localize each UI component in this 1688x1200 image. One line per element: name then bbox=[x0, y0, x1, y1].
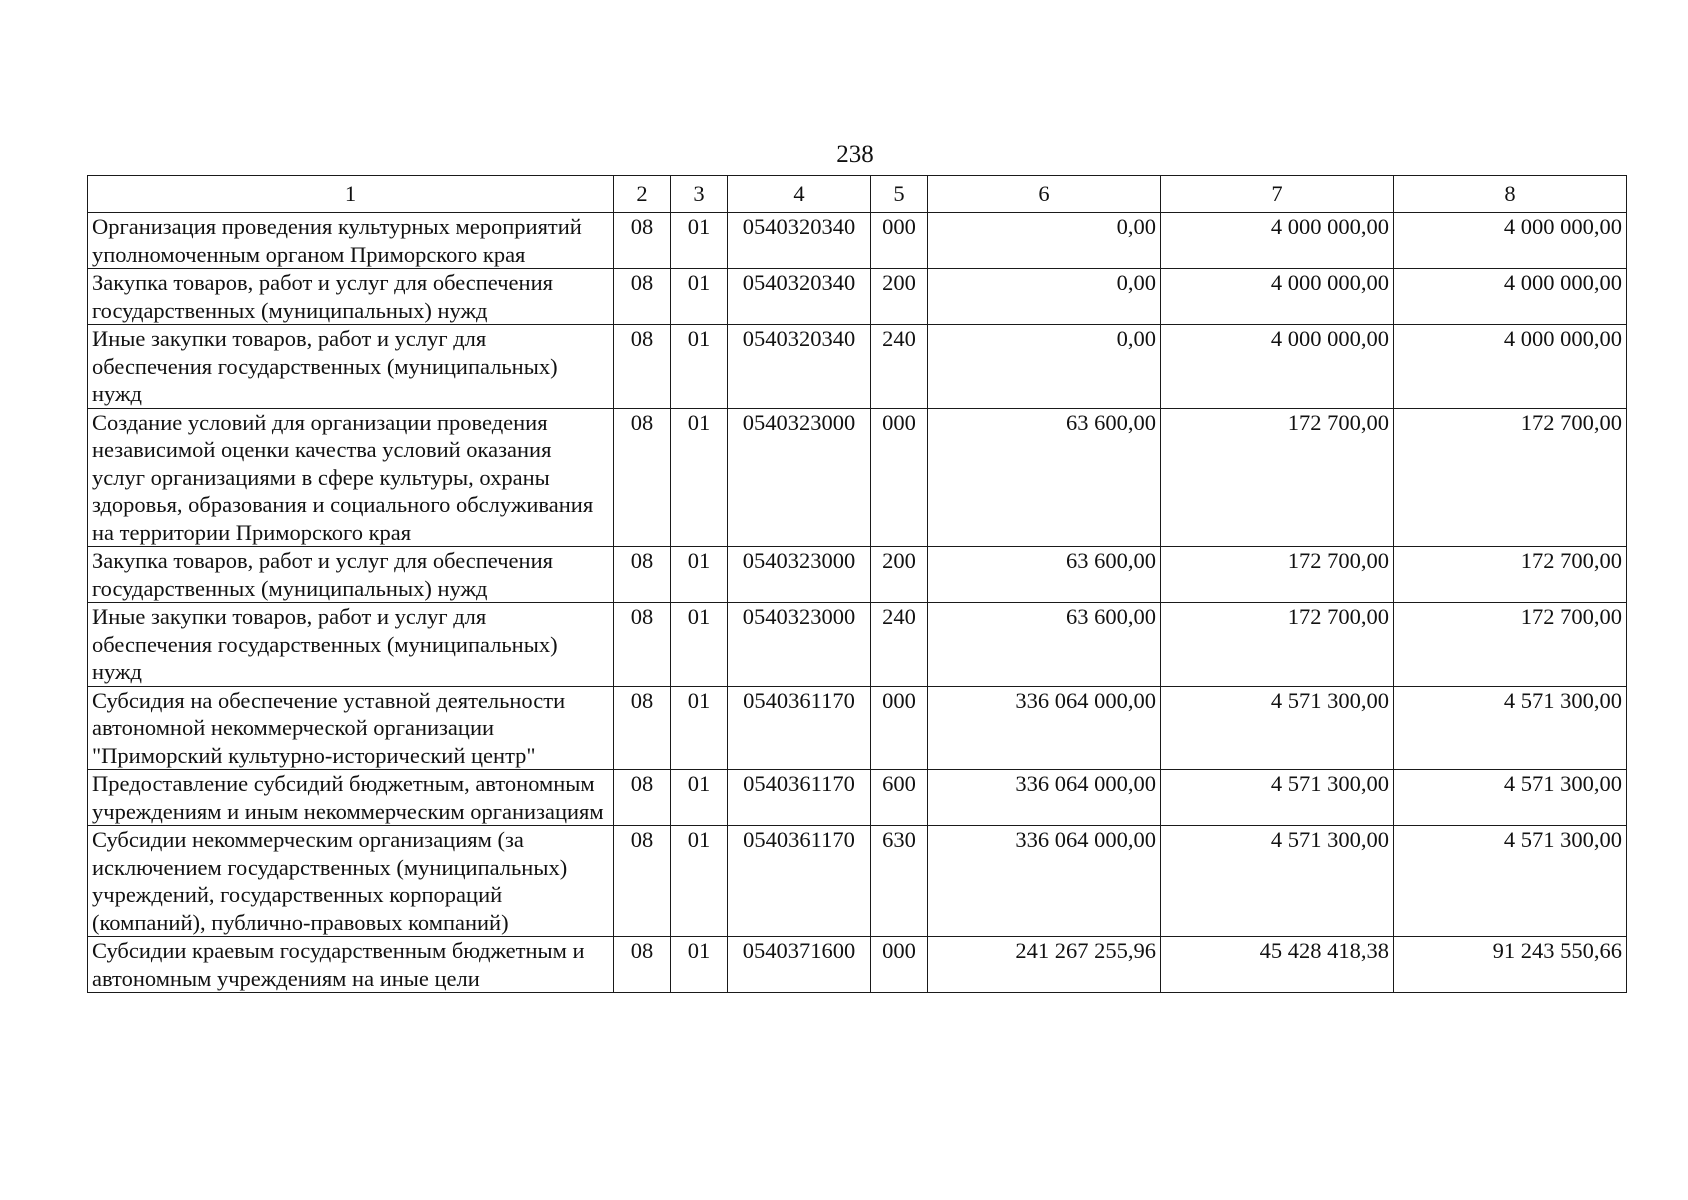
subsection-code: 01 bbox=[671, 603, 728, 687]
section-code: 08 bbox=[614, 770, 671, 826]
amount-col-6: 63 600,00 bbox=[928, 547, 1161, 603]
amount-col-6: 63 600,00 bbox=[928, 408, 1161, 547]
table-row bbox=[88, 213, 1627, 269]
target-article-code: 0540320340 bbox=[728, 269, 871, 325]
section-code: 08 bbox=[614, 269, 671, 325]
amount-col-7: 172 700,00 bbox=[1161, 408, 1394, 547]
budget-table bbox=[87, 175, 1627, 993]
amount-col-8: 172 700,00 bbox=[1394, 408, 1627, 547]
expense-type-code: 000 bbox=[871, 408, 928, 547]
amount-col-7: 172 700,00 bbox=[1161, 603, 1394, 687]
subsection-code: 01 bbox=[671, 213, 728, 269]
subsection-code: 01 bbox=[671, 937, 728, 993]
target-article-code: 0540323000 bbox=[728, 547, 871, 603]
amount-col-6: 336 064 000,00 bbox=[928, 686, 1161, 770]
amount-col-6: 0,00 bbox=[928, 213, 1161, 269]
expense-name: Субсидия на обеспечение уставной деятельности автономной некоммерческой организации "Приморский культурно-исторический центр" bbox=[88, 686, 614, 770]
expense-name: Создание условий для организации проведения независимой оценки качества условий оказания услуг организациями в сфере культуры, охраны здоровья, образования и социального обслуживания на территории Приморского края bbox=[88, 408, 614, 547]
amount-col-7: 45 428 418,38 bbox=[1161, 937, 1394, 993]
expense-type-code: 240 bbox=[871, 603, 928, 687]
section-code: 08 bbox=[614, 408, 671, 547]
table-row bbox=[88, 937, 1627, 993]
amount-col-8: 4 000 000,00 bbox=[1394, 269, 1627, 325]
amount-col-7: 4 571 300,00 bbox=[1161, 770, 1394, 826]
amount-col-8: 172 700,00 bbox=[1394, 603, 1627, 687]
target-article-code: 0540320340 bbox=[728, 213, 871, 269]
column-header: 4 bbox=[728, 176, 871, 213]
amount-col-8: 4 571 300,00 bbox=[1394, 826, 1627, 937]
amount-col-6: 336 064 000,00 bbox=[928, 826, 1161, 937]
amount-col-6: 0,00 bbox=[928, 325, 1161, 409]
amount-col-6: 0,00 bbox=[928, 269, 1161, 325]
section-code: 08 bbox=[614, 686, 671, 770]
subsection-code: 01 bbox=[671, 770, 728, 826]
target-article-code: 0540361170 bbox=[728, 826, 871, 937]
subsection-code: 01 bbox=[671, 547, 728, 603]
expense-name: Закупка товаров, работ и услуг для обеспечения государственных (муниципальных) нужд bbox=[88, 547, 614, 603]
amount-col-8: 4 571 300,00 bbox=[1394, 686, 1627, 770]
expense-name: Иные закупки товаров, работ и услуг для обеспечения государственных (муниципальных) нужд bbox=[88, 603, 614, 687]
section-code: 08 bbox=[614, 603, 671, 687]
section-code: 08 bbox=[614, 937, 671, 993]
target-article-code: 0540323000 bbox=[728, 408, 871, 547]
amount-col-6: 336 064 000,00 bbox=[928, 770, 1161, 826]
section-code: 08 bbox=[614, 547, 671, 603]
subsection-code: 01 bbox=[671, 826, 728, 937]
expense-type-code: 630 bbox=[871, 826, 928, 937]
expense-type-code: 240 bbox=[871, 325, 928, 409]
expense-name: Организация проведения культурных мероприятий уполномоченным органом Приморского края bbox=[88, 213, 614, 269]
amount-col-7: 4 571 300,00 bbox=[1161, 686, 1394, 770]
amount-col-8: 4 000 000,00 bbox=[1394, 325, 1627, 409]
expense-type-code: 200 bbox=[871, 269, 928, 325]
table-header-row bbox=[88, 176, 1627, 213]
amount-col-7: 4 000 000,00 bbox=[1161, 325, 1394, 409]
column-header: 8 bbox=[1394, 176, 1627, 213]
column-header: 6 bbox=[928, 176, 1161, 213]
table-row bbox=[88, 770, 1627, 826]
amount-col-7: 4 000 000,00 bbox=[1161, 269, 1394, 325]
target-article-code: 0540371600 bbox=[728, 937, 871, 993]
column-header: 1 bbox=[88, 176, 614, 213]
table-row bbox=[88, 325, 1627, 409]
column-header: 2 bbox=[614, 176, 671, 213]
amount-col-7: 4 000 000,00 bbox=[1161, 213, 1394, 269]
expense-name: Закупка товаров, работ и услуг для обеспечения государственных (муниципальных) нужд bbox=[88, 269, 614, 325]
amount-col-8: 4 571 300,00 bbox=[1394, 770, 1627, 826]
subsection-code: 01 bbox=[671, 269, 728, 325]
page-number: 238 bbox=[836, 141, 874, 168]
amount-col-6: 241 267 255,96 bbox=[928, 937, 1161, 993]
target-article-code: 0540320340 bbox=[728, 325, 871, 409]
column-header: 7 bbox=[1161, 176, 1394, 213]
amount-col-7: 172 700,00 bbox=[1161, 547, 1394, 603]
expense-name: Субсидии краевым государственным бюджетным и автономным учреждениям на иные цели bbox=[88, 937, 614, 993]
amount-col-8: 172 700,00 bbox=[1394, 547, 1627, 603]
amount-col-7: 4 571 300,00 bbox=[1161, 826, 1394, 937]
target-article-code: 0540323000 bbox=[728, 603, 871, 687]
expense-name: Иные закупки товаров, работ и услуг для обеспечения государственных (муниципальных) нужд bbox=[88, 325, 614, 409]
subsection-code: 01 bbox=[671, 686, 728, 770]
target-article-code: 0540361170 bbox=[728, 770, 871, 826]
section-code: 08 bbox=[614, 213, 671, 269]
expense-type-code: 200 bbox=[871, 547, 928, 603]
table-row bbox=[88, 826, 1627, 937]
expense-type-code: 000 bbox=[871, 937, 928, 993]
column-header: 3 bbox=[671, 176, 728, 213]
expense-name: Предоставление субсидий бюджетным, автономным учреждениям и иным некоммерческим организациям bbox=[88, 770, 614, 826]
subsection-code: 01 bbox=[671, 408, 728, 547]
section-code: 08 bbox=[614, 325, 671, 409]
expense-type-code: 000 bbox=[871, 213, 928, 269]
table-row bbox=[88, 408, 1627, 547]
column-header: 5 bbox=[871, 176, 928, 213]
expense-name: Субсидии некоммерческим организациям (за исключением государственных (муниципальных) учреждений, государственных корпораций (компаний), публично-правовых компаний) bbox=[88, 826, 614, 937]
expense-type-code: 000 bbox=[871, 686, 928, 770]
table-row bbox=[88, 686, 1627, 770]
expense-type-code: 600 bbox=[871, 770, 928, 826]
table-row bbox=[88, 603, 1627, 687]
subsection-code: 01 bbox=[671, 325, 728, 409]
section-code: 08 bbox=[614, 826, 671, 937]
amount-col-8: 91 243 550,66 bbox=[1394, 937, 1627, 993]
table-row bbox=[88, 547, 1627, 603]
table-row bbox=[88, 269, 1627, 325]
target-article-code: 0540361170 bbox=[728, 686, 871, 770]
amount-col-6: 63 600,00 bbox=[928, 603, 1161, 687]
amount-col-8: 4 000 000,00 bbox=[1394, 213, 1627, 269]
